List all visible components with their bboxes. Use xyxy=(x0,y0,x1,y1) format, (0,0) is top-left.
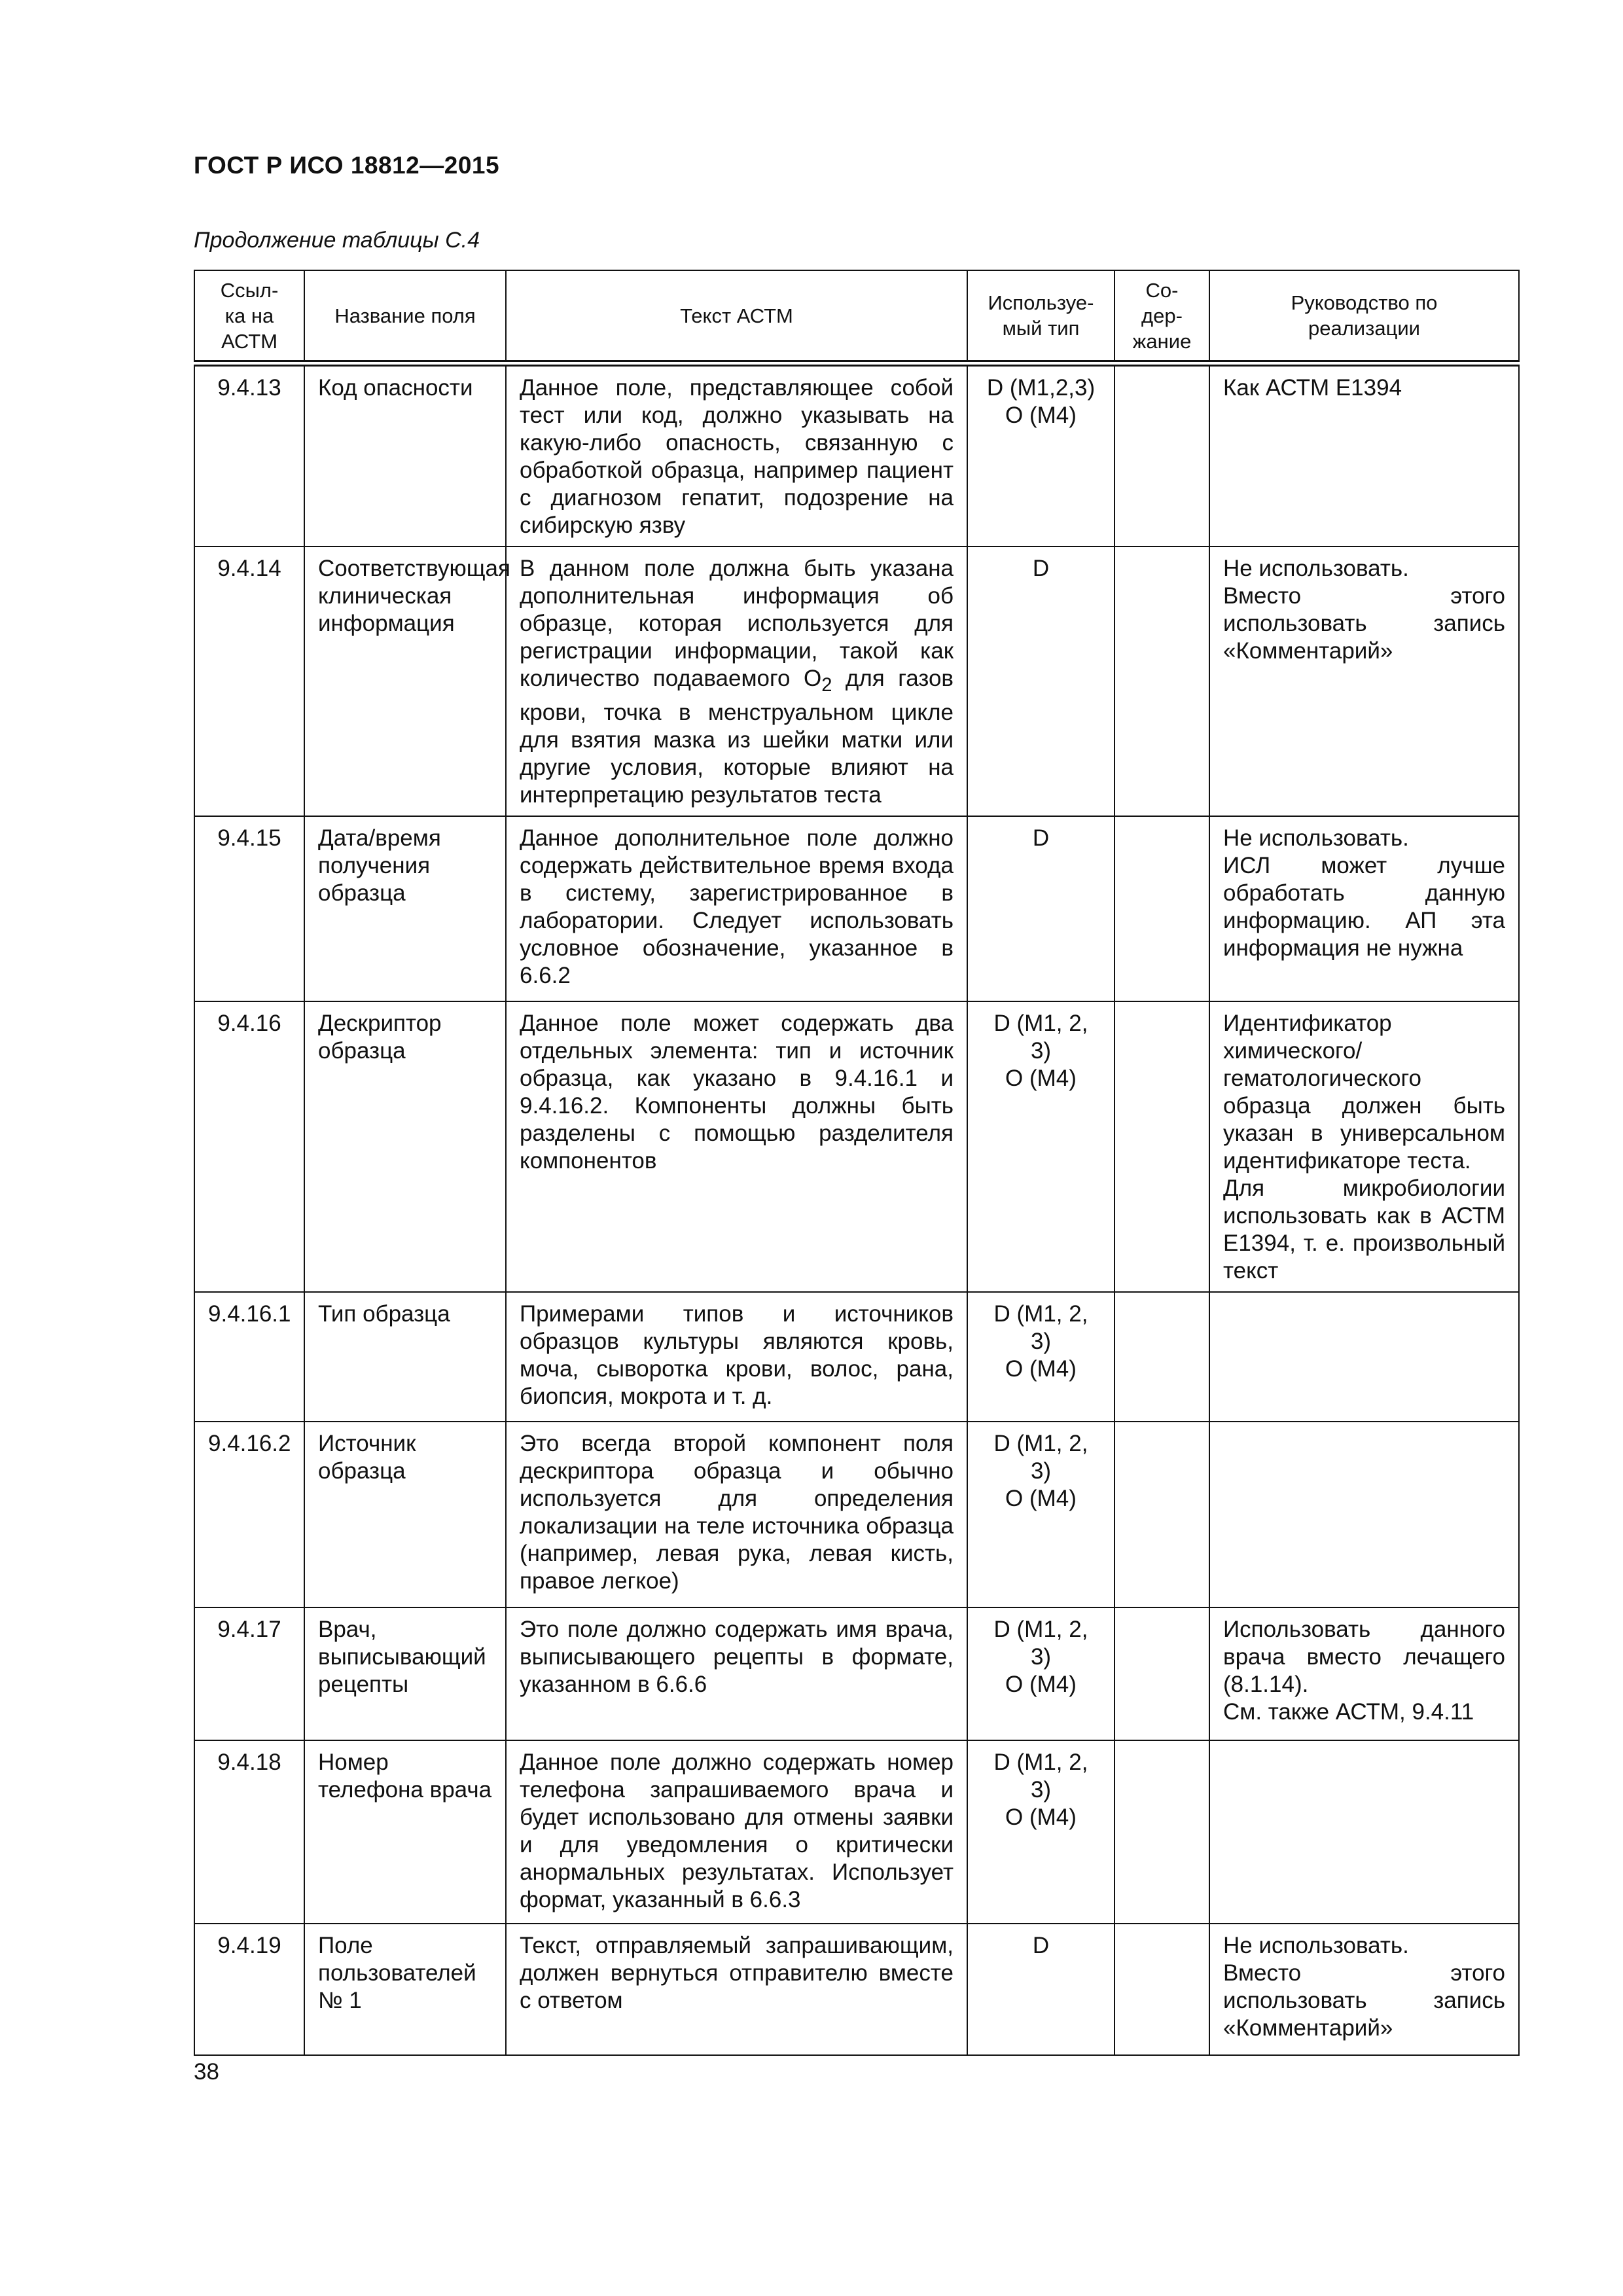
cell-field-name: Номер телефона врача xyxy=(304,1740,506,1924)
table-row xyxy=(194,1924,1519,2055)
table-row xyxy=(194,1422,1519,1607)
cell-field-name: Поле пользователей № 1 xyxy=(304,1924,506,2055)
cell-content xyxy=(1115,547,1209,816)
cell-content xyxy=(1115,363,1209,547)
cell-content xyxy=(1115,1924,1209,2055)
cell-used-type: D (M1, 2, 3) O (M4) xyxy=(967,1607,1115,1740)
cell-used-type: D (M1, 2, 3) O (M4) xyxy=(967,1740,1115,1924)
cell-used-type: D (M1, 2, 3) O (M4) xyxy=(967,1422,1115,1607)
cell-astm-text: Данное поле должно содержать номер телефона запрашиваемого врача и будет использовано для отмены заявки и для уведомления о критически анормальных результатах. Использует формат, указанный в 6.6.3 xyxy=(506,1740,967,1924)
cell-astm-text xyxy=(506,547,967,816)
cell-guidance: Использовать данного врача вместо лечащего (8.1.14). См. также АСТМ, 9.4.11 xyxy=(1209,1607,1519,1740)
cell-ref: 9.4.18 xyxy=(194,1740,304,1924)
cell-astm-text: Данное поле может содержать два отдельных элемента: тип и источник образца, как указано в 9.4.16.1 и 9.4.16.2. Компоненты должны быть разделены с помощью разделителя компонентов xyxy=(506,1001,967,1292)
cell-guidance: Идентификатор химического/гематологического образца должен быть указан в универсальном идентификаторе теста. Для микробиологии использовать как в АСТМ Е1394, т. е. произвольный текст xyxy=(1209,1001,1519,1292)
table-row xyxy=(194,1292,1519,1422)
cell-ref: 9.4.13 xyxy=(194,363,304,547)
table-row xyxy=(194,1740,1519,1924)
table-header-row xyxy=(194,270,1519,363)
table-row xyxy=(194,1607,1519,1740)
subscript-2: 2 xyxy=(821,675,832,696)
cell-field-name: Врач, выписывающий рецепты xyxy=(304,1607,506,1740)
cell-guidance: Как АСТМ Е1394 xyxy=(1209,363,1519,547)
header-content: Со- дер- жание xyxy=(1115,270,1209,363)
cell-used-type: D xyxy=(967,816,1115,1001)
header-guidance: Руководство по реализации xyxy=(1209,270,1519,363)
cell-guidance: Не использовать. Вместо этого использовать запись «Комментарий» xyxy=(1209,547,1519,816)
cell-guidance xyxy=(1209,1422,1519,1607)
cell-astm-text: Это поле должно содержать имя врача, выписывающего рецепты в формате, указанном в 6.6.6 xyxy=(506,1607,967,1740)
astm-table xyxy=(194,270,1520,2056)
header-ref: Ссыл- ка на АСТМ xyxy=(194,270,304,363)
cell-ref: 9.4.14 xyxy=(194,547,304,816)
cell-ref: 9.4.16 xyxy=(194,1001,304,1292)
cell-ref: 9.4.15 xyxy=(194,816,304,1001)
table-caption: Продолжение таблицы С.4 xyxy=(194,228,480,253)
cell-content xyxy=(1115,1001,1209,1292)
cell-astm-text: Данное дополнительное поле должно содержать действительное время входа в систему, зарегистрированное в лаборатории. Следует использовать условное обозначение, указанное в 6.6.2 xyxy=(506,816,967,1001)
cell-astm-text: Примерами типов и источников образцов культуры являются кровь, моча, сыворотка крови, волос, рана, биопсия, мокрота и т. д. xyxy=(506,1292,967,1422)
cell-content xyxy=(1115,1292,1209,1422)
cell-field-name: Дата/время получения образца xyxy=(304,816,506,1001)
cell-used-type: D (M1, 2, 3) O (M4) xyxy=(967,1001,1115,1292)
cell-astm-text: Текст, отправляемый запрашивающим, должен вернуться отправителю вместе с ответом xyxy=(506,1924,967,2055)
cell-ref: 9.4.17 xyxy=(194,1607,304,1740)
table-row xyxy=(194,363,1519,547)
cell-field-name: Дескриптор образца xyxy=(304,1001,506,1292)
header-field-name: Название поля xyxy=(304,270,506,363)
table-row xyxy=(194,816,1519,1001)
cell-field-name: Тип образца xyxy=(304,1292,506,1422)
cell-astm-text: Это всегда второй компонент поля дескриптора образца и обычно используется для определения локализации на теле источника образца (например, левая рука, левая кисть, правое легкое) xyxy=(506,1422,967,1607)
cell-content xyxy=(1115,816,1209,1001)
cell-guidance: Не использовать. ИСЛ может лучше обработать данную информацию. АП эта информация не нужна xyxy=(1209,816,1519,1001)
table-row xyxy=(194,1001,1519,1292)
cell-field-name: Соответствующая клиническая информация xyxy=(304,547,506,816)
header-used-type: Используе- мый тип xyxy=(967,270,1115,363)
cell-field-name: Код опасности xyxy=(304,363,506,547)
cell-used-type: D xyxy=(967,547,1115,816)
cell-used-type: D xyxy=(967,1924,1115,2055)
cell-content xyxy=(1115,1422,1209,1607)
cell-ref: 9.4.16.2 xyxy=(194,1422,304,1607)
page-number: 38 xyxy=(194,2059,219,2085)
cell-used-type: D (M1,2,3) O (M4) xyxy=(967,363,1115,547)
astm-text-part: В данном поле должна быть указана дополнительная информация об образце, которая используется для регистрации информации, такой как количество подаваемого O xyxy=(520,556,954,691)
cell-used-type: D (M1, 2, 3) O (M4) xyxy=(967,1292,1115,1422)
astm-text-part: для газов крови, точка в менструальном цикле для взятия мазка из шейки матки или другие условия, которые влияют на интерпретацию результатов теста xyxy=(520,666,954,808)
cell-ref: 9.4.19 xyxy=(194,1924,304,2055)
cell-field-name: Источник образца xyxy=(304,1422,506,1607)
document-title: ГОСТ Р ИСО 18812—2015 xyxy=(194,152,500,179)
table-row xyxy=(194,547,1519,816)
cell-guidance xyxy=(1209,1740,1519,1924)
header-astm-text: Текст АСТМ xyxy=(506,270,967,363)
cell-guidance: Не использовать. Вместо этого использовать запись «Комментарий» xyxy=(1209,1924,1519,2055)
cell-content xyxy=(1115,1740,1209,1924)
cell-content xyxy=(1115,1607,1209,1740)
cell-guidance xyxy=(1209,1292,1519,1422)
cell-ref: 9.4.16.1 xyxy=(194,1292,304,1422)
cell-astm-text: Данное поле, представляющее собой тест или код, должно указывать на какую-либо опасность, связанную с обработкой образца, например пациент с диагнозом гепатит, подозрение на сибирскую язву xyxy=(506,363,967,547)
